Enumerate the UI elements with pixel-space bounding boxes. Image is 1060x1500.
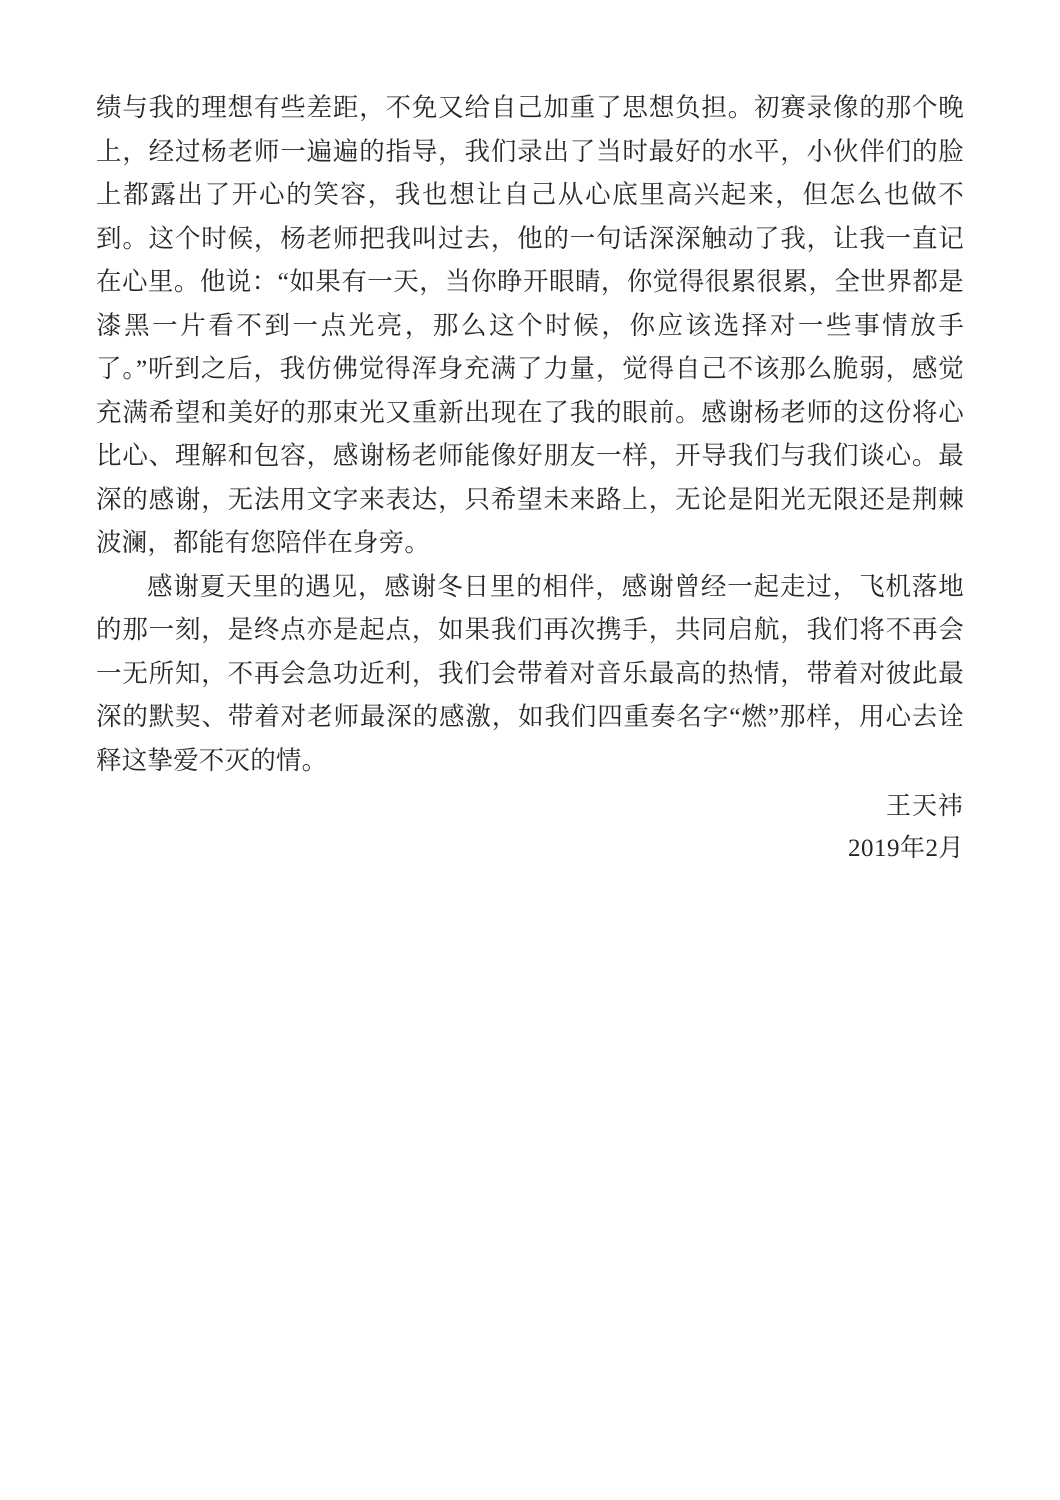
blank-page-area	[0, 900, 1060, 1500]
signature-name: 王天祎	[885, 793, 964, 820]
paragraph-2: 感谢夏天里的遇见，感谢冬日里的相伴，感谢曾经一起走过，飞机落地的那一刻，是终点亦是起点，如果我们再次携手，共同启航，我们将不再会一无所知，不再会急功近利，我们会带着对音乐最高的热情，带着对彼此最深的默契、带着对老师最深的感激，如我们四重奏名字“燃”那样，用心去诠释这挚爱不灭的情。	[96, 571, 964, 775]
document-body	[96, 86, 964, 782]
signature-date: 2019年2月	[847, 835, 964, 862]
signature-block	[96, 786, 1060, 870]
paragraph-1: 绩与我的理想有些差距，不免又给自己加重了思想负担。初赛录像的那个晚上，经过杨老师一遍遍的指导，我们录出了当时最好的水平，小伙伴们的脸上都露出了开心的笑容，我也想让自己从心底里高兴起来，但怎么也做不到。这个时候，杨老师把我叫过去，他的一句话深深触动了我，让我一直记在心里。他说：“如果有一天，当你睁开眼睛，你觉得很累很累，全世界都是漆黑一片看不到一点光亮，那么这个时候，你应该选择对一些事情放手了。”听到之后，我仿佛觉得浑身充满了力量，觉得自己不该那么脆弱，感觉充满希望和美好的那束光又重新出现在了我的眼前。感谢杨老师的这份将心比心、理解和包容，感谢杨老师能像好朋友一样，开导我们与我们谈心。最深的感谢，无法用文字来表达，只希望未来路上，无论是阳光无限还是荆棘波澜，都能有您陪伴在身旁。	[96, 93, 964, 557]
